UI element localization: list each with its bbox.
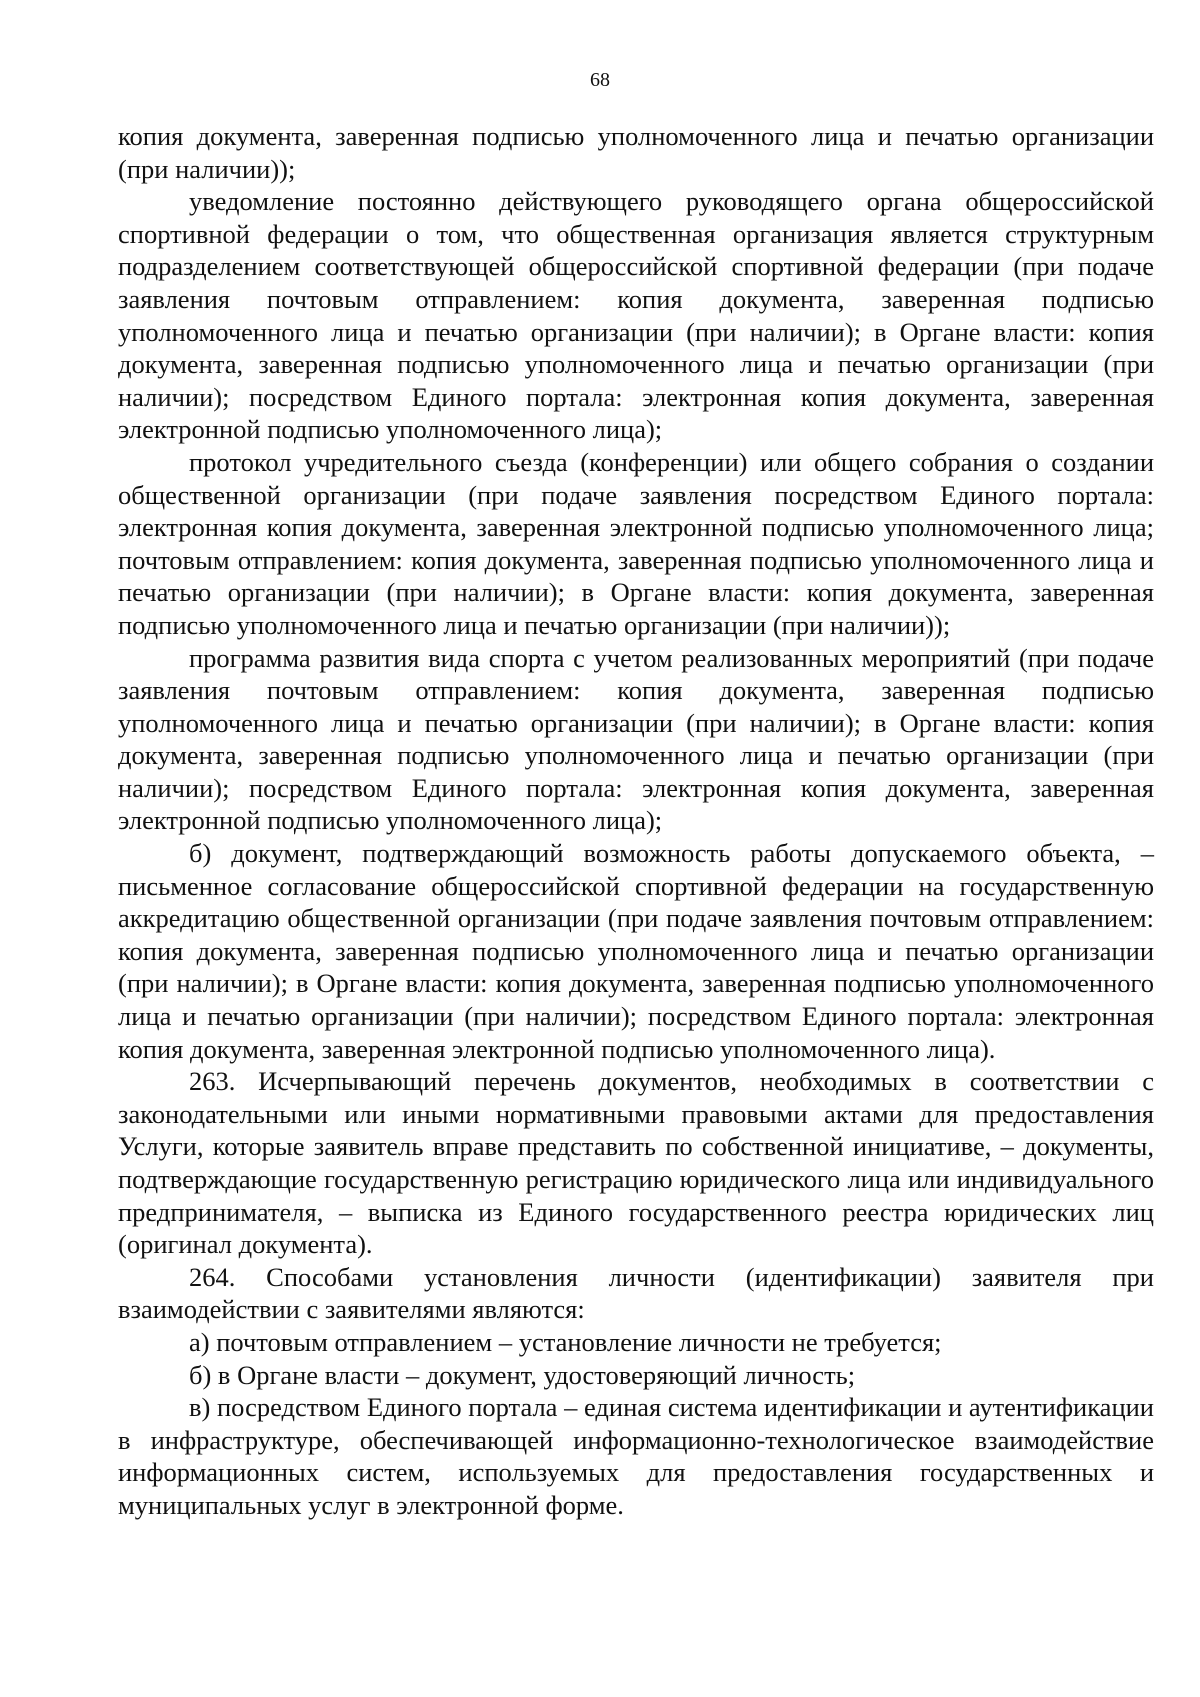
paragraph-continuation: копия документа, заверенная подписью уполномоченного лица и печатью организации (при наличии)); [118, 121, 1154, 184]
list-item-c: в) посредством Единого портала – единая система идентификации и аутентификации в инфраструктуре, обеспечивающей информационно-технологическое взаимодействие информационных систем, используемых для предоставления государственных и муниципальных услуг в электронной форме. [118, 1392, 1154, 1520]
list-item-b: б) в Органе власти – документ, удостоверяющий личность; [189, 1359, 856, 1390]
paragraph-protocol: протокол учредительного съезда (конференции) или общего собрания о создании общественной организации (при подаче заявления посредством Единого портала: электронная копия документа, заверенная электронной подписью уполномоченного лица; почтовым отправлением: копия документа, заверенная подписью уполномоченного лица и печатью организации (при наличии); в Органе власти: копия документа, заверенная подписью уполномоченного лица и печатью организации (при наличии)); [118, 446, 1154, 640]
paragraph-264: 264. Способами установления личности (идентификации) заявителя при взаимодействии с заявителями являются: [118, 1261, 1154, 1325]
paragraph-notification: уведомление постоянно действующего руководящего органа общероссийской спортивной федерации о том, что общественная организация является структурным подразделением соответствующей общероссийской спортивной федерации (при подаче заявления почтовым отправлением: копия документа, заверенная подписью уполномоченного лица и печатью организации (при наличии); в Органе власти: копия документа, заверенная подписью уполномоченного лица и печатью организации (при наличии); посредством Единого портала: электронная копия документа, заверенная электронной подписью уполномоченного лица); [118, 186, 1154, 445]
document-body [118, 120, 1154, 1522]
paragraph-263: 263. Исчерпывающий перечень документов, необходимых в соответствии с законодательными или иными нормативными правовыми актами для предоставления Услуги, которые заявитель вправе представить по собственной инициативе, – документы, подтверждающие государственную регистрацию юридического лица или индивидуального предпринимателя, – выписка из Единого государственного реестра юридических лиц (оригинал документа). [118, 1066, 1154, 1260]
paragraph-item-b: б) документ, подтверждающий возможность работы допускаемого объекта, – письменное согласование общероссийской спортивной федерации на государственную аккредитацию общественной организации (при подаче заявления почтовым отправлением: копия документа, заверенная подписью уполномоченного лица и печатью организации (при наличии); в Органе власти: копия документа, заверенная подписью уполномоченного лица и печатью организации (при наличии); посредством Единого портала: электронная копия документа, заверенная электронной подписью уполномоченного лица). [118, 838, 1154, 1064]
list-item-a: а) почтовым отправлением – установление личности не требуется; [189, 1326, 942, 1357]
paragraph-program: программа развития вида спорта с учетом реализованных мероприятий (при подаче заявления почтовым отправлением: копия документа, заверенная подписью уполномоченного лица и печатью организации (при наличии); в Органе власти: копия документа, заверенная подписью уполномоченного лица и печатью организации (при наличии); посредством Единого портала: электронная копия документа, заверенная электронной подписью уполномоченного лица); [118, 642, 1154, 836]
page-number: 68 [590, 69, 610, 91]
